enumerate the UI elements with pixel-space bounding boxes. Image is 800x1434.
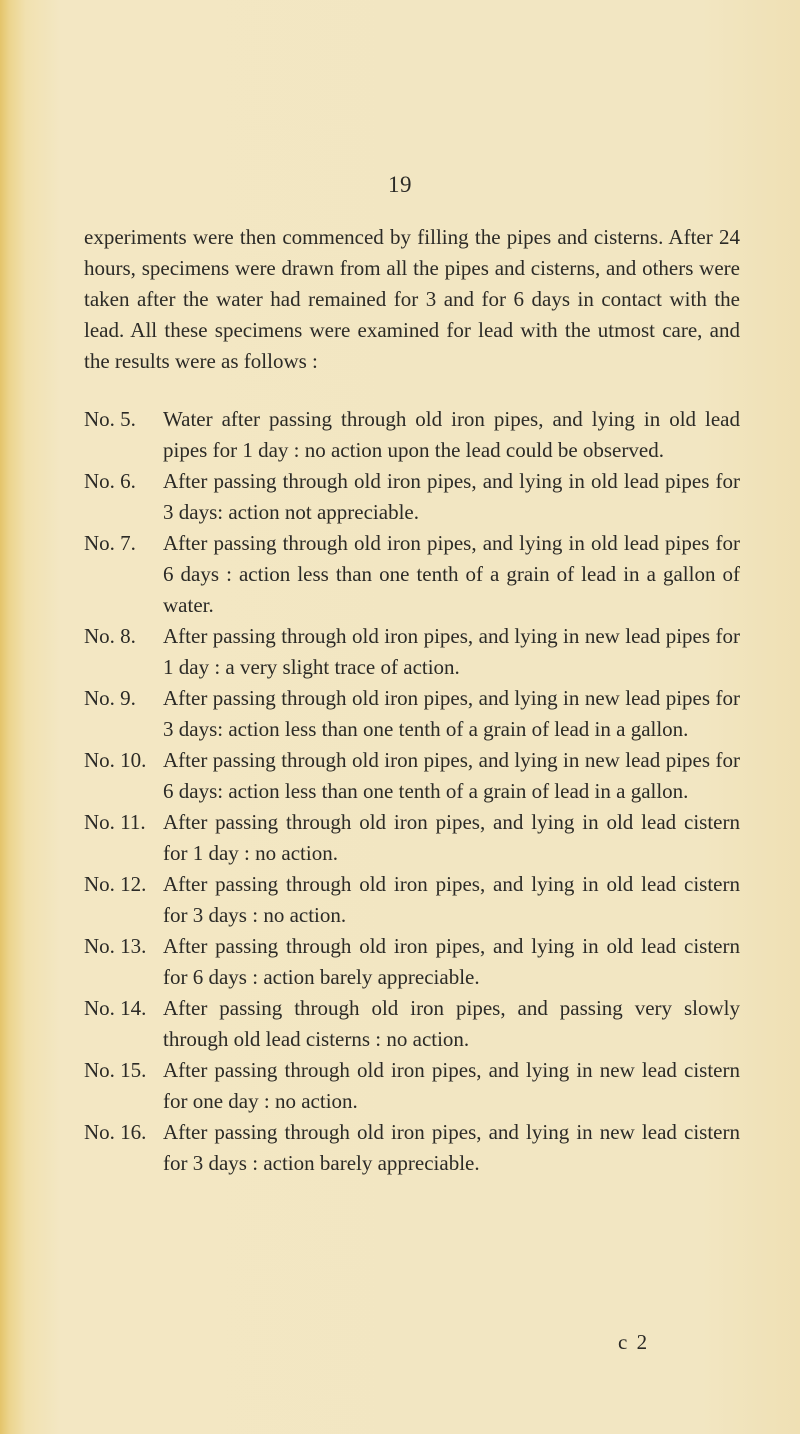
list-item <box>84 404 740 466</box>
entry-number: No. 6. <box>84 469 136 493</box>
list-item <box>84 621 740 683</box>
entry-number: No. 7. <box>84 531 136 555</box>
list-item <box>84 466 740 528</box>
entry-text: After passing through old iron pipes, and lying in old lead cistern for 6 days : action barely appreciable. <box>163 934 740 989</box>
entry-number: No. 8. <box>84 624 136 648</box>
list-item <box>84 745 740 807</box>
results-list <box>84 404 740 1179</box>
entry-number: No. 15. <box>84 1058 147 1082</box>
list-item <box>84 1055 740 1117</box>
entry-text: After passing through old iron pipes, and lying in new lead pipes for 6 days: action less than one tenth of a grain of lead in a gallon. <box>163 748 740 803</box>
list-item <box>84 931 740 993</box>
entry-number: No. 11. <box>84 810 146 834</box>
entry-text: After passing through old iron pipes, and lying in old lead pipes for 3 days: action not appreciable. <box>163 469 740 524</box>
entry-number: No. 5. <box>84 407 136 431</box>
entry-text: After passing through old iron pipes, and lying in old lead cistern for 3 days : no action. <box>163 872 740 927</box>
entry-text: Water after passing through old iron pipes, and lying in old lead pipes for 1 day : no action upon the lead could be observed. <box>163 407 740 462</box>
entry-text: After passing through old iron pipes, and lying in new lead cistern for 3 days : action barely appreciable. <box>163 1120 740 1175</box>
page-number: 19 <box>388 172 412 197</box>
entry-number: No. 9. <box>84 686 136 710</box>
intro-paragraph: experiments were then commenced by filling the pipes and cisterns. After 24 hours, specimens were drawn from all the pipes and cisterns, and others were taken after the water had remained for 3 and for 6 days in contact with the lead. All these specimens were examined for lead with the utmost care, and the results were as follows : <box>84 225 740 373</box>
entry-text: After passing through old iron pipes, and lying in new lead cistern for one day : no action. <box>163 1058 740 1113</box>
entry-number: No. 14. <box>84 996 147 1020</box>
entry-text: After passing through old iron pipes, and lying in old lead pipes for 6 days : action less than one tenth of a grain of lead in a gallon of water. <box>163 531 740 617</box>
list-item <box>84 993 740 1055</box>
entry-text: After passing through old iron pipes, and lying in new lead pipes for 3 days: action less than one tenth of a grain of lead in a gallon. <box>163 686 740 741</box>
list-item <box>84 869 740 931</box>
list-item <box>84 683 740 745</box>
entry-number: No. 12. <box>84 872 147 896</box>
signature-mark: c 2 <box>618 1330 650 1354</box>
entry-text: After passing through old iron pipes, and lying in old lead cistern for 1 day : no action. <box>163 810 740 865</box>
list-item <box>84 528 740 621</box>
list-item <box>84 807 740 869</box>
entry-number: No. 16. <box>84 1120 147 1144</box>
entry-number: No. 10. <box>84 748 147 772</box>
entry-text: After passing through old iron pipes, and lying in new lead pipes for 1 day : a very slight trace of action. <box>163 624 740 679</box>
entry-text: After passing through old iron pipes, and passing very slowly through old lead cisterns : no action. <box>163 996 740 1051</box>
list-item <box>84 1117 740 1179</box>
entry-number: No. 13. <box>84 934 147 958</box>
